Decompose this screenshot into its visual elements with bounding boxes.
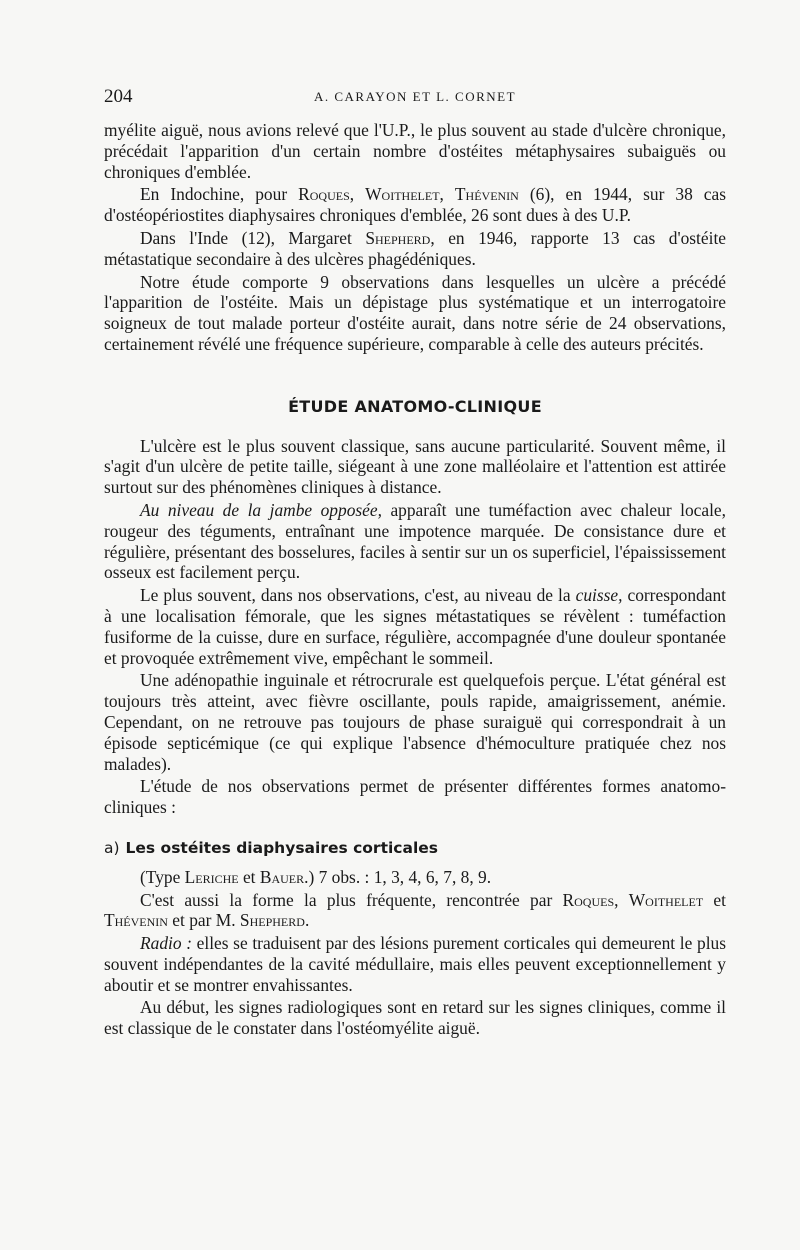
italic-phrase: cuisse,	[575, 585, 623, 606]
paragraph-3: Dans l'Inde (12), Margaret Shepherd, en 1946, rapporte 13 cas d'ostéite métastatique secondaire à des ulcères phagédéniques.	[104, 227, 726, 269]
author-name: Roques	[562, 889, 615, 910]
paragraph-12: Radio : elles se traduisent par des lésions purement corticales qui demeurent le plus souvent indépendantes de la cavité médullaire, mais elles peuvent exceptionnellement y aboutir et se montrer envahissantes.	[104, 933, 726, 995]
section-title: ÉTUDE ANATOMO-CLINIQUE	[288, 396, 542, 416]
page-number: 204	[104, 86, 133, 107]
subsection-heading: Les ostéites diaphysaires corticales	[125, 838, 438, 857]
author-name: Roques	[298, 184, 350, 205]
paragraph-2: En Indochine, pour Roques, Woithelet, Thévenin (6), en 1944, sur 38 cas d'ostéopériostites diaphysaires chroniques d'emblée, 26 sont dues à des U.P.	[104, 184, 726, 226]
paragraph-8: Une adénopathie inguinale et rétrocrurale est quelquefois perçue. L'état général est toujours très atteint, avec fièvre oscillante, pouls rapide, amaigrissement, anémie. Cependant, on ne retrouve pas toujours de phase suraiguë qui correspondrait à un épisode septicémique (ce qui explique l'absence d'hémoculture pratiquée chez nos malades).	[104, 670, 726, 774]
running-head: A. CARAYON ET L. CORNET	[313, 89, 517, 104]
paragraph-13: Au début, les signes radiologiques sont en retard sur les signes cliniques, comme il est classique de le constater dans l'ostéomyélite aiguë.	[104, 997, 726, 1039]
author-name: Woithelet	[628, 889, 704, 910]
author-name: Thévenin	[104, 910, 168, 931]
paragraph-11: C'est aussi la forme la plus fréquente, rencontrée par Roques, Woithelet et Thévenin et par M. Shepherd.	[104, 889, 726, 931]
subsection-marker: a)	[104, 838, 120, 857]
author-name: Shepherd	[365, 227, 431, 248]
paragraph-4: Notre étude comporte 9 observations dans lesquelles un ulcère a précédé l'apparition de l'ostéite. Mais un dépistage plus systématique et un interrogatoire soigneux de tout malade porteur d'ostéite aurait, dans notre série de 24 observations, certainement révélé une fréquence supérieure, comparable à celle des auteurs précités.	[104, 271, 726, 354]
paragraph-10: (Type Leriche et Bauer.) 7 obs. : 1, 3, 4, 6, 7, 8, 9.	[140, 866, 492, 887]
italic-phrase: Radio :	[140, 933, 192, 954]
subsection-title	[104, 838, 726, 859]
paragraph-6: Au niveau de la jambe opposée, apparaît une tuméfaction avec chaleur locale, rougeur des téguments, entraînant une impotence marquée. De consistance dure et régulière, présentant des bosselures, faciles à sentir sur un os superficiel, l'épaississement osseux est facilement perçu.	[104, 499, 727, 583]
paragraph-9: L'étude de nos observations permet de présenter différentes formes anatomo-cliniques :	[104, 776, 726, 818]
paragraph-1: myélite aiguë, nous avions relevé que l'U.P., le plus souvent au stade d'ulcère chronique, précédait l'apparition d'un certain nombre d'ostéites métaphysaires subaiguës ou chroniques d'emblée.	[104, 120, 726, 182]
page-header	[104, 86, 726, 106]
paragraph-7: Le plus souvent, dans nos observations, c'est, au niveau de la cuisse, correspondant à une localisation fémorale, que les signes métastatiques se révèlent : tuméfaction fusiforme de la cuisse, dure en surface, régulière, accompagnée d'une douleur spontanée et provoquée extrêmement vive, empêchant le sommeil.	[104, 585, 726, 668]
italic-phrase: Au niveau de la jambe opposée,	[140, 499, 382, 520]
paragraph-5: L'ulcère est le plus souvent classique, sans aucune particularité. Souvent même, il s'agit d'un ulcère de petite taille, siégeant à une zone malléolaire et l'attention est attirée surtout sur des phénomènes cliniques à distance.	[104, 435, 726, 498]
author-name: Thévenin	[454, 184, 519, 205]
author-name: Shepherd	[239, 910, 305, 931]
author-name: Woithelet	[365, 184, 440, 205]
author-name: Bauer	[259, 866, 305, 887]
author-name: Leriche	[184, 866, 239, 887]
body-text	[104, 120, 726, 1039]
